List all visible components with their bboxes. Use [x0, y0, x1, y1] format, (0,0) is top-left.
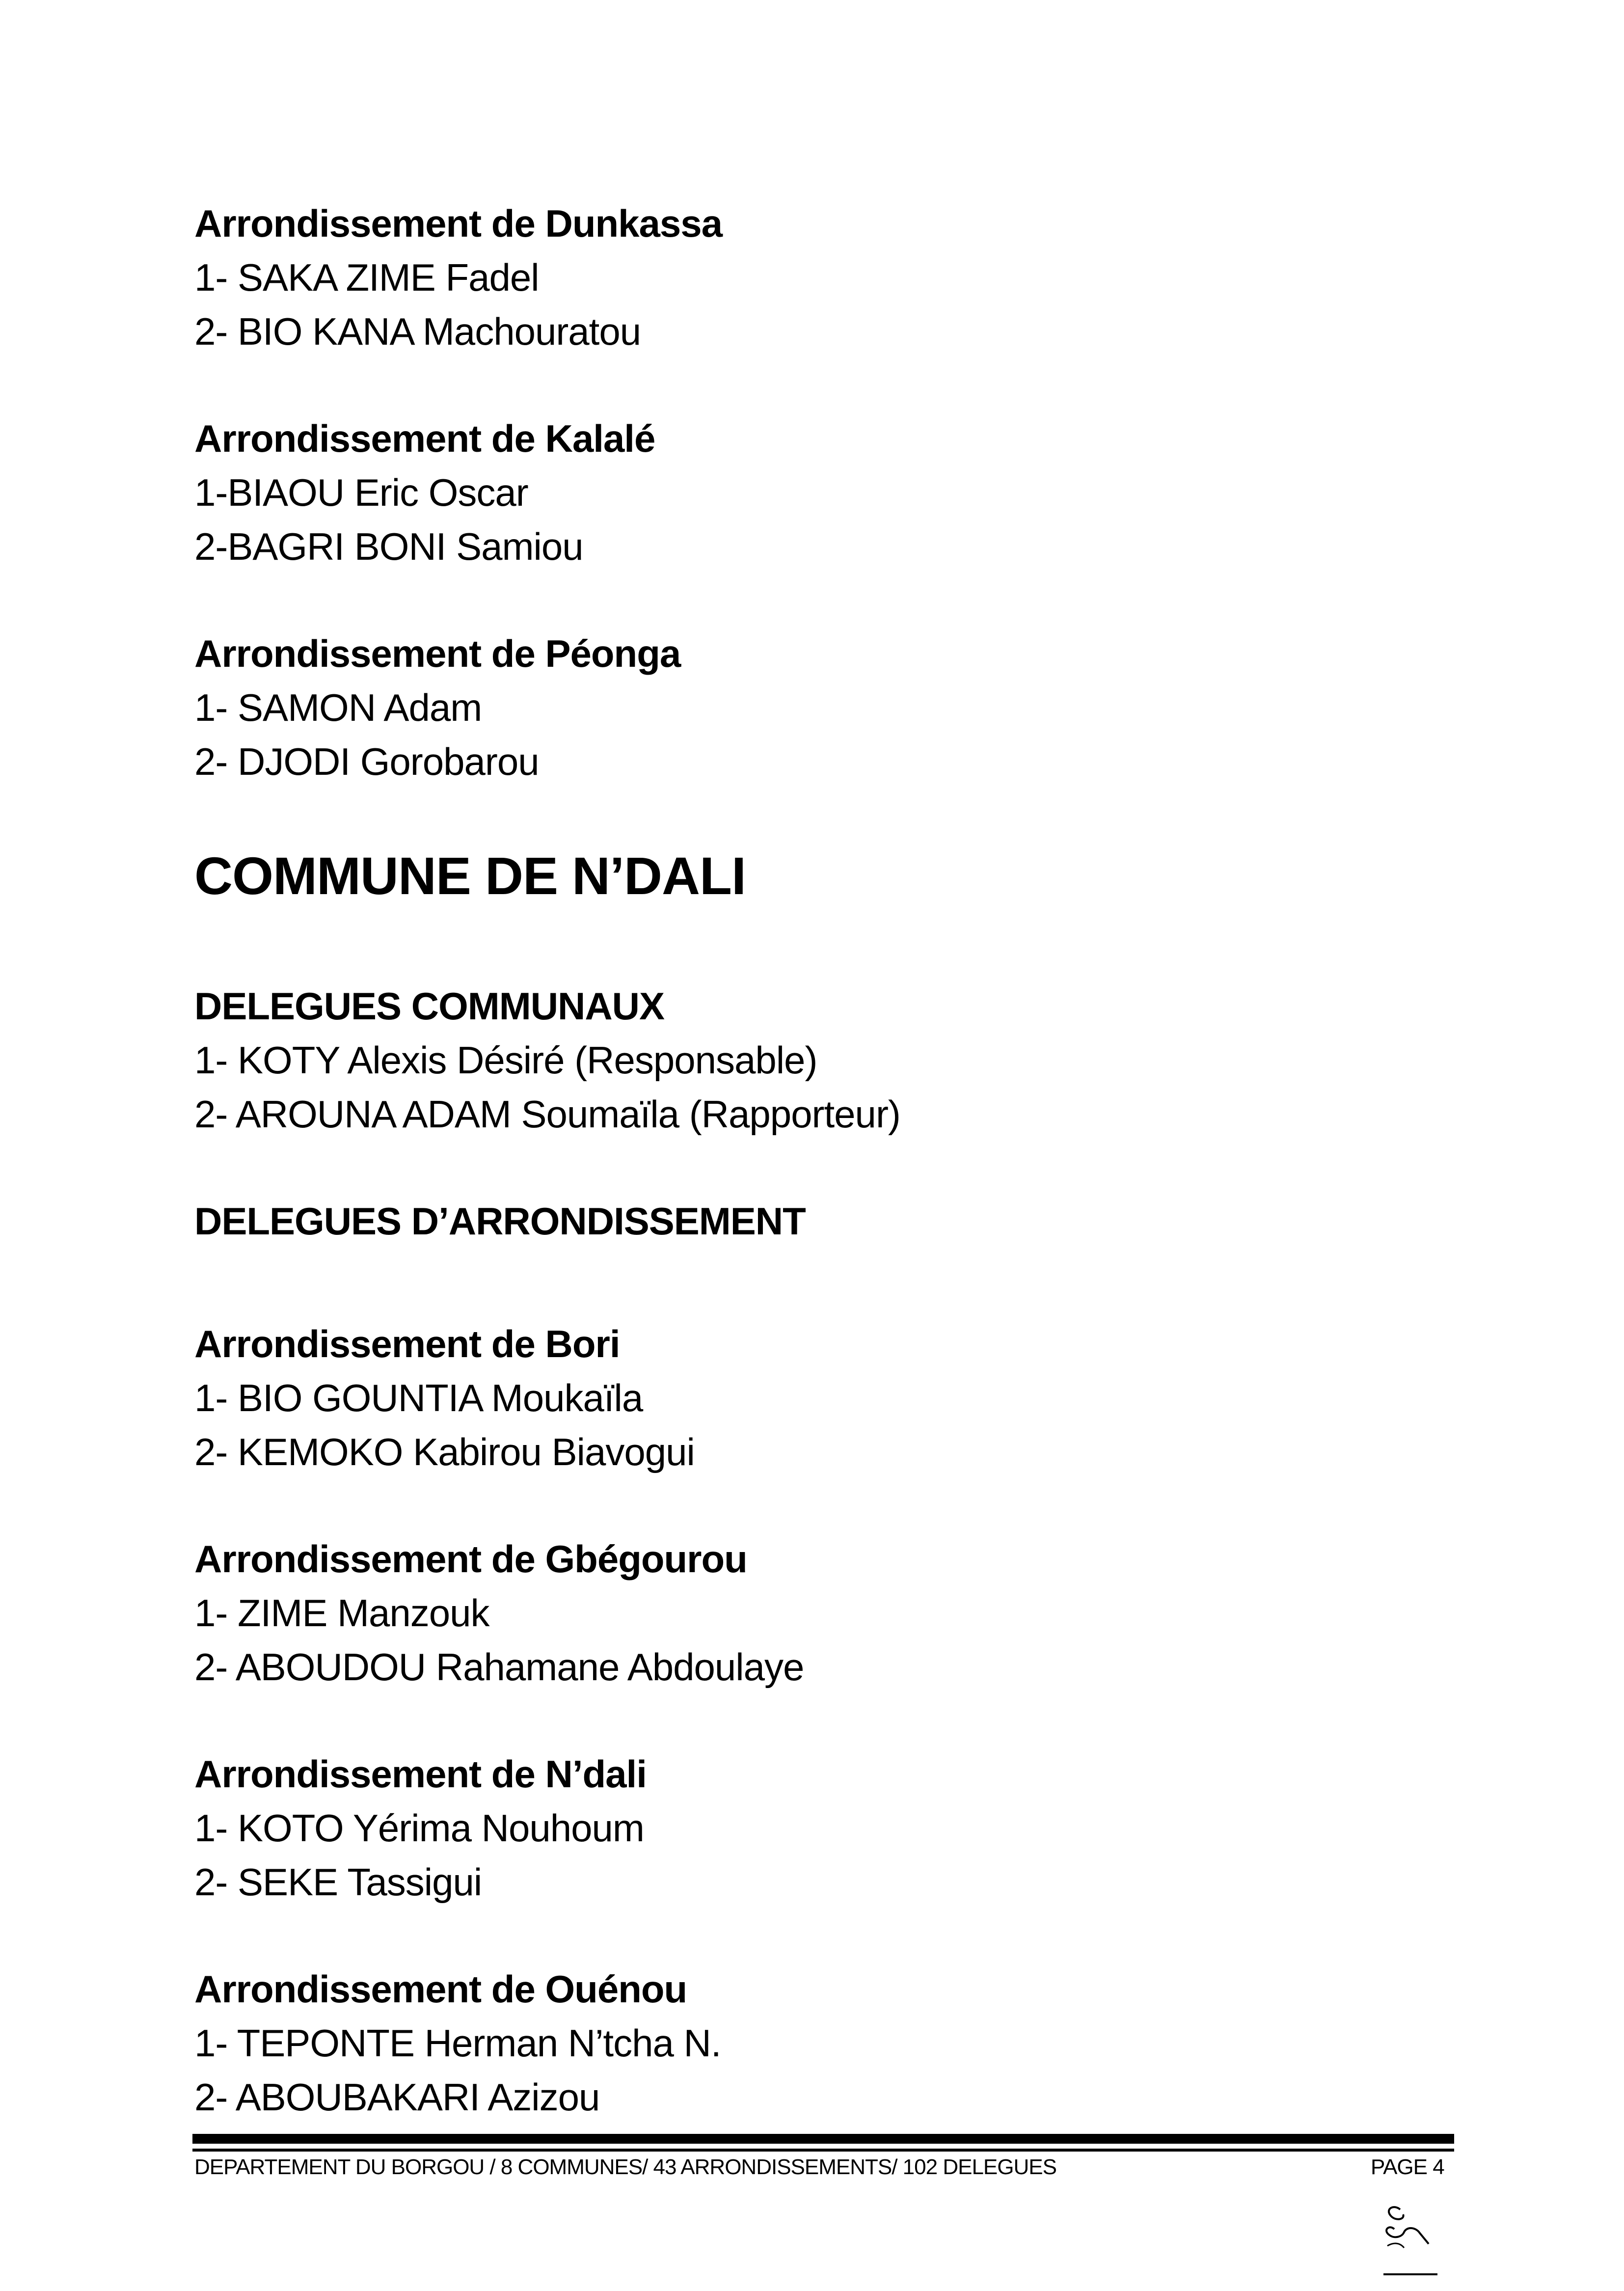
footer-rule-thin [192, 2149, 1454, 2152]
list-item: 1- TEPONTE Herman N’tcha N. [194, 2021, 721, 2065]
section-heading: Arrondissement de Péonga [194, 632, 681, 675]
list-item: 1- ZIME Manzouk [194, 1591, 489, 1635]
commune-title: COMMUNE DE N’DALI [194, 846, 746, 905]
list-item: 1- SAMON Adam [194, 686, 482, 729]
list-item: 2- ABOUBAKARI Azizou [194, 2075, 600, 2119]
section-heading: Arrondissement de N’dali [194, 1752, 647, 1796]
section-heading: Arrondissement de Dunkassa [194, 202, 723, 245]
list-item: 2- KEMOKO Kabirou Biavogui [194, 1430, 695, 1473]
footer-text: DEPARTEMENT DU BORGOU / 8 COMMUNES/ 43 ARRONDISSEMENTS/ 102 DELEGUES [194, 2155, 1056, 2179]
list-item: 1- KOTO Yérima Nouhoum [194, 1806, 644, 1850]
page-content [194, 196, 1451, 2124]
group-heading: DELEGUES COMMUNAUX [194, 984, 665, 1028]
arrondissement-bori [194, 1317, 1451, 1479]
footer-rule-thick [192, 2134, 1454, 2144]
arrondissement-ouenou [194, 1962, 1451, 2124]
list-item: 1-BIAOU Eric Oscar [194, 471, 528, 514]
list-item: 1- BIO GOUNTIA Moukaïla [194, 1376, 643, 1419]
list-item: 2- SEKE Tassigui [194, 1860, 482, 1904]
list-item: 1- KOTY Alexis Désiré (Responsable) [194, 1038, 817, 1082]
list-item: 2- AROUNA ADAM Soumaïla (Rapporteur) [194, 1092, 900, 1136]
list-item: 2- ABOUDOU Rahamane Abdoulaye [194, 1645, 804, 1689]
section-heading: Arrondissement de Gbégourou [194, 1537, 747, 1581]
section-heading: Arrondissement de Kalalé [194, 417, 655, 460]
section-heading: Arrondissement de Bori [194, 1322, 620, 1365]
arrondissement-kalale [194, 411, 1451, 573]
delegues-communaux [194, 979, 1451, 1141]
arrondissement-peonga [194, 627, 1451, 789]
arrondissement-dunkassa [194, 196, 1451, 358]
arrondissement-ndali [194, 1747, 1451, 1909]
list-item: 2- BIO KANA Machouratou [194, 310, 641, 353]
page-number: PAGE 4 [1371, 2155, 1444, 2179]
list-item: 2-BAGRI BONI Samiou [194, 525, 583, 568]
list-item: 2- DJODI Gorobarou [194, 740, 539, 783]
arrondissement-gbegourou [194, 1532, 1451, 1694]
section-heading: Arrondissement de Ouénou [194, 1967, 687, 2011]
signature-icon [1375, 2195, 1443, 2283]
list-item: 1- SAKA ZIME Fadel [194, 256, 539, 299]
delegues-arrondissement-heading: DELEGUES D’ARRONDISSEMENT [194, 1200, 806, 1243]
